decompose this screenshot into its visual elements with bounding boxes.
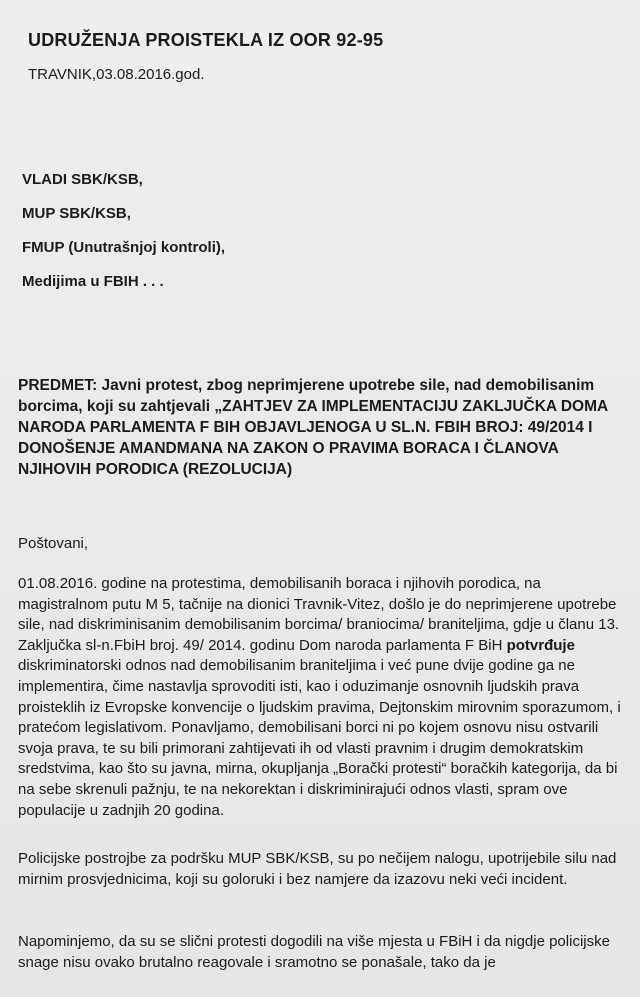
body-paragraph-2: Policijske postrojbe za podršku MUP SBK/KSB, su po nečijem nalogu, upotrijebile silu nad mirnim prosvjednicima, koji su goloruki i bez namjere da izazovu neki veći incident. <box>18 850 617 888</box>
paragraph-1-emphasis: potvrđuje <box>506 636 575 654</box>
recipient-item: FMUP (Unutrašnjoj kontroli), <box>22 239 226 256</box>
body-paragraph-1 <box>18 574 628 821</box>
organization-title: UDRUŽENJA PROISTEKLA IZ OOR 92-95 <box>28 30 384 50</box>
subject-label: PREDMET: <box>18 377 98 394</box>
recipient-item: Medijima u FBIH . . . <box>22 273 164 290</box>
paragraph-1-part-1: 01.08.2016. godine na protestima, demobilisanih boraca i njihovih porodica, na magistralnom putu M 5, tačnije na dionici Travnik-Vitez, došlo je do neprimjerene upotrebe sile, nad diskriminisanim demobilisanim borcima/ braniocima/ braniteljima, gdje u članu 13. Zaključka sl-n.FbiH broj. 49/ 2014. godinu Dom naroda parlamenta F BiH <box>18 575 620 654</box>
body-paragraph-3: Napominjemo, da su se slični protesti dogodili na više mjesta u FBiH i da nigdje policijske snage nisu ovako brutalno reagovale i sramotno se ponašale, tako da je <box>18 933 610 971</box>
subject-text: Javni protest, zbog neprimjerene upotrebe sile, nad demobilisanim borcima, koji su zahtjevali „ZAHTJEV ZA IMPLEMENTACIJU ZAKLJUČKA DOMA NARODA PARLAMENTA F BIH OBJAVLJENOGA U SL.N. FBIH BROJ: 49/2014 I DONOŠENJE AMANDMANA NA ZAKON O PRAVIMA BORACA I ČLANOVA NJIHOVIH PORODICA (REZOLUCIJA) <box>18 377 608 478</box>
greeting: Poštovani, <box>18 535 89 552</box>
recipient-item: VLADI SBK/KSB, <box>22 171 143 188</box>
recipient-item: MUP SBK/KSB, <box>22 205 131 222</box>
paragraph-1-part-2: diskriminatorski odnos nad demobilisanim braniteljima i već pune dvije godine ga ne implementira, čime nastavlja sprovoditi isti, kao i oduzimanje osnovnih ljudskih prava proisteklih iz Evropske konvencije o ljudskim pravima, Dejtonskim mirovnim sporazumom, i pratećom legislativom. Ponavljamo, demobilisani borci ni po kojem osnovu nisu ostvarili svoja prava, te su bili primorani zahtijevati ih od vlasti pravnim i drugim demokratskim sredstvima, kao što su javna, mirna, okupljanja „Borački protesti“ boračkih kategorija, da bi na sebe skrenuli pažnju, te na nekorektan i diskriminirajući odnos vlasti, spram ove populacije u zadnjih 20 godina. <box>18 657 621 819</box>
recipient-list <box>22 170 225 306</box>
subject-block <box>18 375 628 480</box>
place-and-date: TRAVNIK,03.08.2016.god. <box>28 66 205 83</box>
